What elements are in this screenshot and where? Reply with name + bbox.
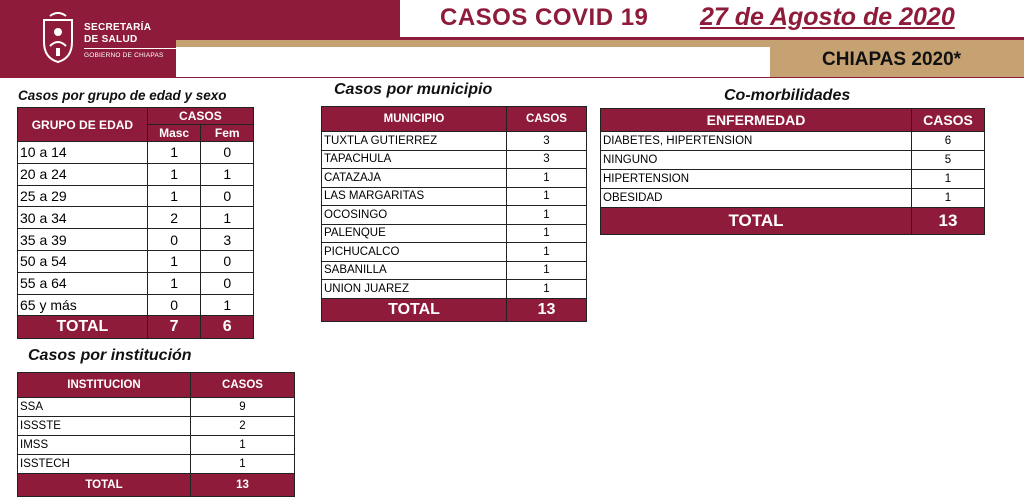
age-group-cell: 25 a 29 bbox=[18, 185, 148, 207]
disease-cases-cell: 1 bbox=[912, 189, 985, 208]
municipio-name-cell: CATAZAJA bbox=[322, 169, 507, 188]
masc-cell: 2 bbox=[147, 207, 201, 229]
age-group-cell: 10 a 14 bbox=[18, 142, 148, 164]
municipio-name-cell: UNION JUAREZ bbox=[322, 280, 507, 299]
fem-cell: 1 bbox=[201, 163, 254, 185]
age-row bbox=[18, 142, 254, 164]
age-row bbox=[18, 185, 254, 207]
logo-divider bbox=[84, 48, 179, 49]
municipio-name-cell: SABANILLA bbox=[322, 261, 507, 280]
comorbidity-row bbox=[601, 189, 985, 208]
age-total-label: TOTAL bbox=[18, 316, 148, 339]
masc-cell: 1 bbox=[147, 185, 201, 207]
municipio-name-cell: PALENQUE bbox=[322, 224, 507, 243]
age-sex-table bbox=[17, 107, 254, 339]
masc-cell: 1 bbox=[147, 272, 201, 294]
col-header-municipio: MUNICIPIO bbox=[322, 107, 507, 132]
masc-cell: 1 bbox=[147, 163, 201, 185]
col-header-mun-cases: CASOS bbox=[507, 107, 587, 132]
col-header-fem: Fem bbox=[201, 125, 254, 142]
mun-total-value: 13 bbox=[507, 298, 587, 321]
age-sex-title: Casos por grupo de edad y sexo bbox=[18, 88, 227, 103]
municipio-cases-cell: 1 bbox=[507, 224, 587, 243]
disease-cases-cell: 5 bbox=[912, 151, 985, 170]
fem-cell: 0 bbox=[201, 272, 254, 294]
col-header-disease: ENFERMEDAD bbox=[601, 109, 912, 132]
age-row bbox=[18, 207, 254, 229]
municipio-name-cell: LAS MARGARITAS bbox=[322, 187, 507, 206]
institution-title: Casos por institución bbox=[28, 347, 192, 364]
disease-cases-cell: 1 bbox=[912, 170, 985, 189]
municipio-row bbox=[322, 280, 587, 299]
municipio-row bbox=[322, 243, 587, 262]
age-row bbox=[18, 163, 254, 185]
age-group-cell: 55 a 64 bbox=[18, 272, 148, 294]
municipio-name-cell: TAPACHULA bbox=[322, 150, 507, 169]
org-name-line1: SECRETARÍA bbox=[84, 22, 152, 33]
fem-cell: 1 bbox=[201, 207, 254, 229]
municipio-cases-cell: 1 bbox=[507, 206, 587, 225]
institution-row bbox=[18, 455, 295, 474]
institution-name-cell: IMSS bbox=[18, 436, 191, 455]
municipio-cases-cell: 1 bbox=[507, 261, 587, 280]
com-total-value: 13 bbox=[912, 208, 985, 235]
report-date: 27 de Agosto de 2020 bbox=[700, 3, 955, 31]
institution-cases-cell: 2 bbox=[191, 417, 295, 436]
municipio-row bbox=[322, 132, 587, 151]
municipio-name-cell: TUXTLA GUTIERREZ bbox=[322, 132, 507, 151]
col-header-com-cases: CASOS bbox=[912, 109, 985, 132]
age-total-masc: 7 bbox=[147, 316, 201, 339]
disease-cases-cell: 6 bbox=[912, 132, 985, 151]
municipio-row bbox=[322, 261, 587, 280]
municipio-title: Casos por municipio bbox=[334, 81, 493, 98]
age-total-fem: 6 bbox=[201, 316, 254, 339]
state-label: CHIAPAS 2020* bbox=[822, 49, 962, 70]
disease-name-cell: DIABETES, HIPERTENSION bbox=[601, 132, 912, 151]
fem-cell: 0 bbox=[201, 185, 254, 207]
disease-name-cell: OBESIDAD bbox=[601, 189, 912, 208]
comorbidities-table bbox=[600, 108, 985, 235]
age-group-cell: 20 a 24 bbox=[18, 163, 148, 185]
municipio-row bbox=[322, 150, 587, 169]
age-group-cell: 30 a 34 bbox=[18, 207, 148, 229]
org-name-line2: DE SALUD bbox=[84, 34, 138, 45]
municipio-cases-cell: 1 bbox=[507, 243, 587, 262]
com-total-label: TOTAL bbox=[601, 208, 912, 235]
municipio-name-cell: OCOSINGO bbox=[322, 206, 507, 225]
col-header-group: GRUPO DE EDAD bbox=[18, 108, 148, 142]
fem-cell: 0 bbox=[201, 250, 254, 272]
comorbidity-row bbox=[601, 170, 985, 189]
institution-name-cell: ISSTECH bbox=[18, 455, 191, 474]
comorbidity-row bbox=[601, 132, 985, 151]
municipio-name-cell: PICHUCALCO bbox=[322, 243, 507, 262]
municipio-table bbox=[321, 106, 587, 322]
disease-name-cell: NINGUNO bbox=[601, 151, 912, 170]
secretaria-logo bbox=[22, 8, 182, 70]
institution-cases-cell: 9 bbox=[191, 398, 295, 417]
municipio-cases-cell: 1 bbox=[507, 187, 587, 206]
comorbidity-row bbox=[601, 151, 985, 170]
fem-cell: 1 bbox=[201, 294, 254, 316]
institution-name-cell: ISSSTE bbox=[18, 417, 191, 436]
col-header-cases: CASOS bbox=[147, 108, 253, 125]
age-row bbox=[18, 229, 254, 251]
age-row bbox=[18, 250, 254, 272]
org-name-line3: GOBIERNO DE CHIAPAS bbox=[84, 52, 164, 59]
masc-cell: 1 bbox=[147, 142, 201, 164]
municipio-cases-cell: 1 bbox=[507, 169, 587, 188]
institution-row bbox=[18, 417, 295, 436]
institution-row bbox=[18, 436, 295, 455]
fem-cell: 0 bbox=[201, 142, 254, 164]
age-group-cell: 35 a 39 bbox=[18, 229, 148, 251]
coat-of-arms-icon bbox=[40, 12, 76, 64]
fem-cell: 3 bbox=[201, 229, 254, 251]
age-row bbox=[18, 294, 254, 316]
age-row bbox=[18, 272, 254, 294]
age-group-cell: 50 a 54 bbox=[18, 250, 148, 272]
institution-cases-cell: 1 bbox=[191, 436, 295, 455]
col-header-ins-cases: CASOS bbox=[191, 373, 295, 398]
mun-total-label: TOTAL bbox=[322, 298, 507, 321]
col-header-institution: INSTITUCION bbox=[18, 373, 191, 398]
municipio-cases-cell: 3 bbox=[507, 150, 587, 169]
institution-cases-cell: 1 bbox=[191, 455, 295, 474]
ins-total-label: TOTAL bbox=[18, 474, 191, 497]
municipio-cases-cell: 1 bbox=[507, 280, 587, 299]
comorbidities-title: Co-morbilidades bbox=[724, 87, 851, 104]
municipio-row bbox=[322, 224, 587, 243]
disease-name-cell: HIPERTENSION bbox=[601, 170, 912, 189]
institution-name-cell: SSA bbox=[18, 398, 191, 417]
age-group-cell: 65 y más bbox=[18, 294, 148, 316]
page-title: CASOS COVID 19 bbox=[440, 4, 649, 31]
masc-cell: 0 bbox=[147, 229, 201, 251]
municipio-cases-cell: 3 bbox=[507, 132, 587, 151]
col-header-masc: Masc bbox=[147, 125, 201, 142]
masc-cell: 1 bbox=[147, 250, 201, 272]
institution-row bbox=[18, 398, 295, 417]
masc-cell: 0 bbox=[147, 294, 201, 316]
ins-total-value: 13 bbox=[191, 474, 295, 497]
institution-table bbox=[17, 372, 295, 497]
municipio-row bbox=[322, 169, 587, 188]
municipio-row bbox=[322, 206, 587, 225]
municipio-row bbox=[322, 187, 587, 206]
